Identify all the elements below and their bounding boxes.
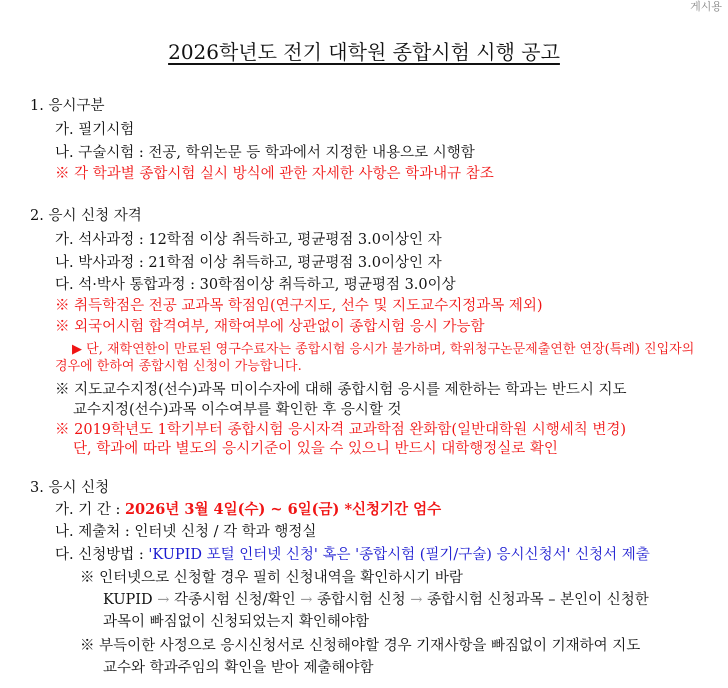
period-value: 2026년 3월 4일(수) ~ 6일(금) *신청기간 엄수 xyxy=(124,501,442,518)
kupid-path: KUPID → 각종시험 신청/확인 → 종합시험 신청 → 종합시험 신청과목 – 본인이 신청한 xyxy=(103,592,649,608)
note: ※ 2019학년도 1학기부터 종합시험 응시자격 교과학점 완화함(일반대학원 시행세칙 변경) xyxy=(55,422,627,438)
note: ※ 지도교수지정(선수)과목 미이수자에 대해 종합시험 응시를 제한하는 학과는 반드시 지도 xyxy=(55,382,627,398)
method-value: 'KUPID 포털 인터넷 신청' 혹은 '종합시험 (필기/구술) 응시신청서' 신청서 제출 xyxy=(148,547,650,563)
item: 다. 석·박사 통합과정 : 30학점이상 취득하고, 평균평점 3.0이상 xyxy=(55,277,456,293)
item: 나. 제출처 : 인터넷 신청 / 각 학과 행정실 xyxy=(55,524,317,540)
note: ※ 부득이한 사정으로 응시신청서로 신청해야할 경우 기재사항을 빠짐없이 기재하여 지도 xyxy=(80,638,641,654)
arrow-icon: → xyxy=(300,592,313,608)
note: ※ 취득학점은 전공 교과목 학점임(연구지도, 선수 및 지도교수지정과목 제외) xyxy=(55,298,543,314)
note: ※ 각 학과별 종합시험 실시 방식에 관한 자세한 사항은 학과내규 참조 xyxy=(55,166,494,182)
item: 가. 필기시험 xyxy=(55,122,135,138)
item: 나. 구술시험 : 전공, 학위논문 등 학과에서 지정한 내용으로 시행함 xyxy=(55,145,475,161)
section-2-heading: 2. 응시 신청 자격 xyxy=(30,208,142,224)
note: 단, 학과에 따라 별도의 응시기준이 있을 수 있으니 반드시 대학행정실로 확인 xyxy=(73,441,558,457)
note: ※ 외국어시험 합격여부, 재학여부에 상관없이 종합시험 응시 가능함 xyxy=(55,319,485,335)
item: 나. 박사과정 : 21학점 이상 취득하고, 평균평점 3.0이상인 자 xyxy=(55,255,442,271)
document-tag: 게시용 xyxy=(690,0,722,13)
page-title: 2026학년도 전기 대학원 종합시험 시행 공고 xyxy=(168,40,560,64)
section-3-heading: 3. 응시 신청 xyxy=(30,480,110,496)
note: ※ 인터넷으로 신청할 경우 필히 신청내역을 확인하시기 바람 xyxy=(80,570,463,586)
note: 과목이 빠짐없이 신청되었는지 확인해야함 xyxy=(103,614,369,630)
method-item: 다. 신청방법 : 'KUPID 포털 인터넷 신청' 혹은 '종합시험 (필기/구술) 응시신청서' 신청서 제출 xyxy=(55,547,650,563)
section-1-heading: 1. 응시구분 xyxy=(30,98,105,114)
note: 교수지정(선수)과목 이수여부를 확인한 후 응시할 것 xyxy=(73,402,402,418)
arrow-icon: → xyxy=(410,592,423,608)
period-item: 가. 기 간 : 2026년 3월 4일(수) ~ 6일(금) *신청기간 엄수 xyxy=(55,501,442,518)
arrow-icon: → xyxy=(157,592,170,608)
note: ▶ 단, 재학연한이 만료된 영구수료자는 종합시험 응시가 불가하며, 학위청구논문제출연한 연장(특례) 진입자의 xyxy=(72,342,695,357)
note: 교수와 학과주임의 확인을 받아 제출해야함 xyxy=(103,660,374,676)
item: 가. 석사과정 : 12학점 이상 취득하고, 평균평점 3.0이상인 자 xyxy=(55,232,442,248)
note: 경우에 한하여 종합시험 신청이 가능합니다. xyxy=(55,359,302,374)
